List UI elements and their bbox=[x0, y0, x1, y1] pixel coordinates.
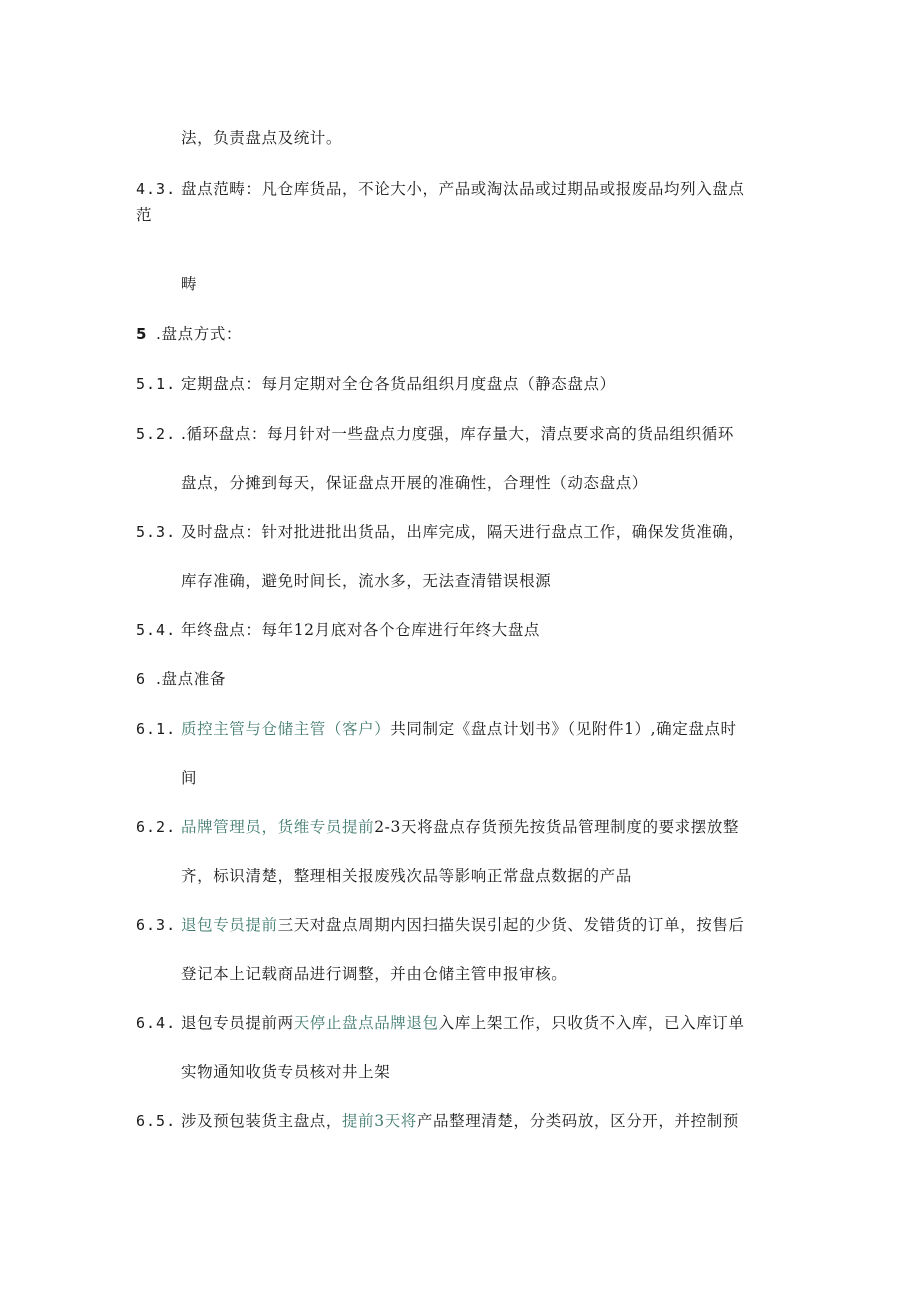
text-line bbox=[181, 915, 745, 935]
text-segment: 提前3天将 bbox=[342, 1112, 417, 1130]
text-segment: 天停止盘点品牌退包 bbox=[293, 1014, 439, 1032]
text-segment: 产品整理清楚，分类码放，区分开，并控制预 bbox=[416, 1112, 739, 1130]
section-number: 5.4. bbox=[136, 621, 177, 639]
text-segment: 涉及预包装货主盘点， bbox=[181, 1112, 343, 1130]
text-line: 法，负责盘点及统计。 bbox=[181, 129, 343, 147]
text-line bbox=[181, 1111, 739, 1131]
section-number: 5.3. bbox=[136, 523, 177, 541]
section-number: 5 bbox=[136, 325, 148, 343]
section-heading bbox=[156, 324, 242, 344]
section-heading: .盘点准备 bbox=[156, 670, 226, 688]
section-number: 6.4. bbox=[136, 1014, 177, 1032]
text-line: 年终盘点：每年12月底对各个仓库进行年终大盘点 bbox=[181, 621, 541, 639]
section-number: 6.2. bbox=[136, 818, 177, 836]
section-number: 5.1. bbox=[136, 375, 177, 393]
text-line: 盘点范畴：凡仓库货品，不论大小，产品或淘汰品或过期品或报废品均列入盘点 bbox=[181, 180, 745, 198]
text-segment: 共同制定《盘点计划书》（见附件1）,确定盘点时 bbox=[390, 720, 737, 738]
text-line: 畴 bbox=[181, 275, 198, 293]
text-segment: 退包专员提前 bbox=[181, 916, 278, 934]
text-segment: 三天对盘点周期内因扫描失误引起的少货、发错货的订单，按售后 bbox=[277, 916, 745, 934]
text-segment: 退包专员提前两 bbox=[181, 1014, 294, 1032]
text-line: 定期盘点：每月定期对全仓各货品组织月度盘点（静态盘点） bbox=[181, 375, 616, 393]
text-segment: 质控主管与仓储主管（客户） bbox=[181, 720, 391, 738]
section-number: 6.3. bbox=[136, 916, 177, 934]
text-segment: 入库上架工作，只收货不入库，已入库订单 bbox=[438, 1014, 745, 1032]
section-number: 6.5. bbox=[136, 1112, 177, 1130]
text-line: .循环盘点：每月针对一些盘点力度强，库存量大，清点要求高的货品组织循环 bbox=[181, 425, 734, 443]
text-line bbox=[181, 719, 737, 739]
text-line bbox=[181, 817, 739, 837]
text-segment: 品牌管理员，货维专员提前 bbox=[181, 818, 375, 836]
text-line: 登记本上记载商品进行调整，并由仓储主管申报审核。 bbox=[181, 965, 568, 983]
text-line: 库存准确，避免时间长，流水多，无法查清错误根源 bbox=[181, 572, 552, 590]
text-line: 实物通知收货专员核对井上架 bbox=[181, 1063, 391, 1081]
text-segment: 2-3天将盘点存货预先按货品管理制度的要求摆放整 bbox=[374, 818, 740, 836]
heading-text: .盘点方式： bbox=[156, 325, 243, 343]
section-number: 4.3. bbox=[136, 180, 177, 198]
text-line: 间 bbox=[181, 769, 198, 787]
text-line: 齐，标识清楚，整理相关报废残次品等影响正常盘点数据的产品 bbox=[181, 867, 632, 885]
text-line: 及时盘点：针对批进批出货品，出库完成，隔天进行盘点工作，确保发货准确， bbox=[181, 523, 745, 541]
text-line bbox=[181, 1013, 745, 1033]
text-line: 范 bbox=[136, 206, 153, 224]
text-line: 盘点，分摊到每天，保证盘点开展的准确性，合理性（动态盘点） bbox=[181, 474, 648, 492]
section-number: 6.1. bbox=[136, 720, 177, 738]
section-number: 5.2. bbox=[136, 425, 177, 443]
section-number: 6 bbox=[136, 670, 147, 688]
